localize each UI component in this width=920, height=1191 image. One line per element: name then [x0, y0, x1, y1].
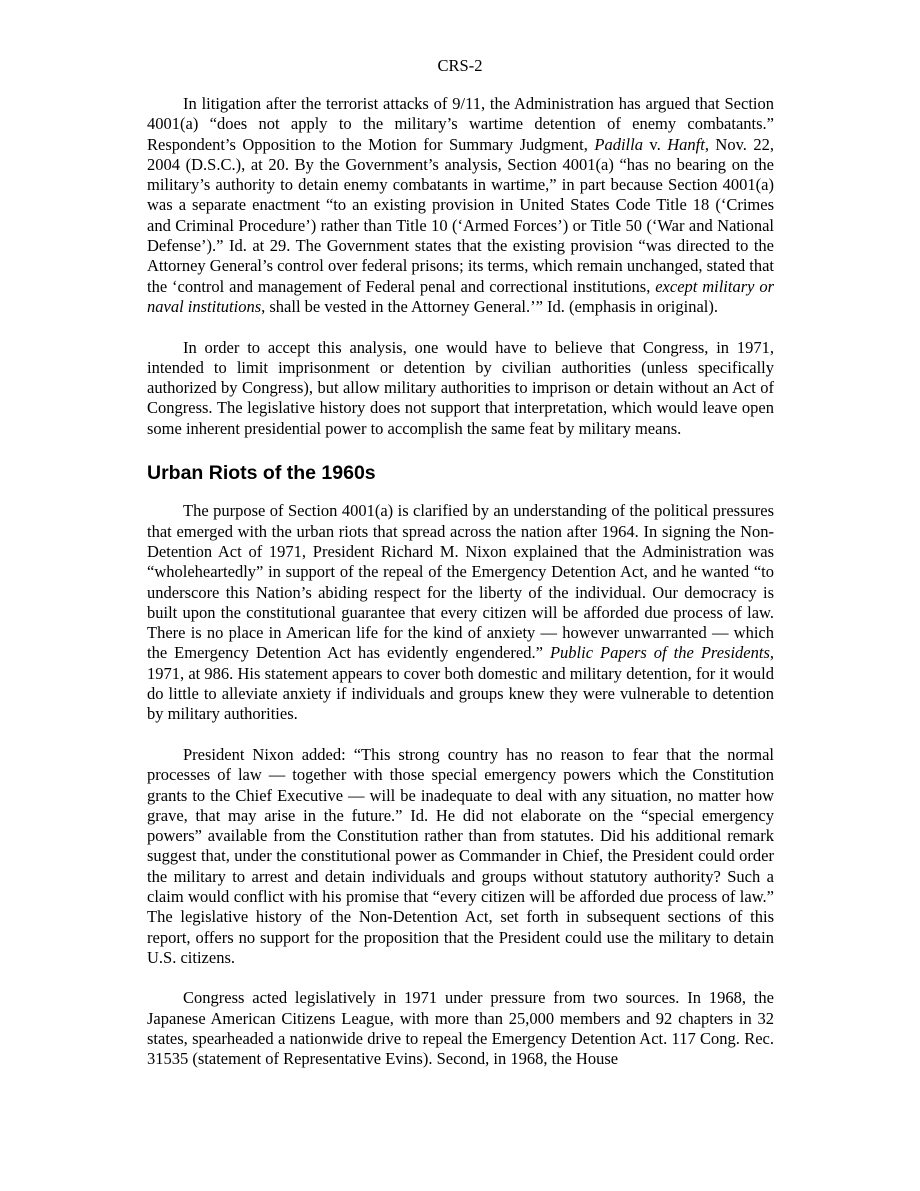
paragraph — [147, 94, 774, 317]
paragraph — [147, 988, 774, 1069]
document-body — [147, 94, 774, 1070]
text-run: v. — [642, 134, 668, 154]
text-run: President Nixon added: “This strong country has no reason to fear that the normal processes of law — together with those special emergency powers which the Constitution grants to the Chief Executive — will be inadequate to deal with any situation, no matter how grave, that may arise in the future.” Id. He did not elaborate on the “special emergency powers” available from the Constitution rather than from statutes. Did his additional remark suggest that, under the constitutional power as Commander in Chief, the President could order the military to arrest and detain individuals and groups without statutory authority? Such a claim would conflict with his promise that “every citizen will be afforded due process of law.” The legislative history of the Non-Detention Act, set forth in subsequent sections of this report, offers no support for the proposition that the President could use the military to detain U.S. citizens. — [147, 744, 774, 967]
text-run: Congress acted legislatively in 1971 under pressure from two sources. In 1968, the Japanese American Citizens League, with more than 25,000 members and 92 chapters in 32 states, spearheaded a nationwide drive to repeal the Emergency Detention Act. 117 Cong. Rec. 31535 (statement of Representative Evins). Second, in 1968, the House — [147, 988, 774, 1069]
text-run: In litigation after the terrorist attacks of 9/11, the Administration has argued that Section 4001(a) “does not apply to the military’s wartime detention of enemy combatants.” Respondent’s Opposition to the Motion for Summary Judgment, — [147, 94, 774, 154]
text-run: In order to accept this analysis, one would have to believe that Congress, in 1971, intended to limit imprisonment or detention by civilian authorities (unless specifically authorized by Congress), but allow military authorities to imprison or detain without an Act of Congress. The legislative history does not support that interpretation, which would leave open some inherent presidential power to accomplish the same feat by military means. — [147, 337, 774, 438]
italic-text: except military or naval institutions — [147, 276, 774, 316]
text-run: , Nov. 22, 2004 (D.S.C.), at 20. By the Government’s analysis, Section 4001(a) “has no bearing on the military’s authority to detain enemy combatants in wartime,” in part because Section 4001(a) was a separate enactment “to an existing provision in United States Code Title 18 (‘Crimes and Criminal Procedure’) rather than Title 10 (‘Armed Forces’) or Title 50 (‘War and National Defense’).” Id. at 29. The Government states that the existing provision “was directed to the Attorney General’s control over federal prisons; its terms, which remain unchanged, stated that the ‘control and management of Federal penal and correctional institutions, — [147, 134, 774, 296]
italic-text: Hanft — [667, 134, 705, 154]
paragraphs-before — [147, 94, 774, 439]
italic-text: Public Papers of the Presidents — [549, 643, 770, 663]
italic-text: Padilla — [594, 134, 643, 154]
paragraph — [147, 501, 774, 724]
paragraphs-after — [147, 501, 774, 1069]
text-run: , 1971, at 986. His statement appears to cover both domestic and military detention, for it would do little to alleviate anxiety if individuals and groups knew they were vulnerable to detention by military authorities. — [147, 643, 774, 724]
text-run: The purpose of Section 4001(a) is clarified by an understanding of the political pressures that emerged with the urban riots that spread across the nation after 1964. In signing the Non-Detention Act of 1971, President Richard M. Nixon explained that the Administration was “wholeheartedly” in support of the repeal of the Emergency Detention Act, and he wanted “to underscore this Nation’s abiding respect for the liberty of the individual. Our democracy is built upon the constitutional guarantee that every citizen will be afforded due process of law. There is no place in American life for the kind of anxiety — however unwarranted — which the Emergency Detention Act has evidently engendered.” — [147, 501, 774, 663]
text-run: , shall be vested in the Attorney General.’” Id. (emphasis in original). — [261, 296, 718, 316]
paragraph — [147, 745, 774, 968]
section-heading: Urban Riots of the 1960s — [147, 462, 376, 485]
paragraph — [147, 338, 774, 439]
page-number: CRS-2 — [437, 56, 483, 75]
